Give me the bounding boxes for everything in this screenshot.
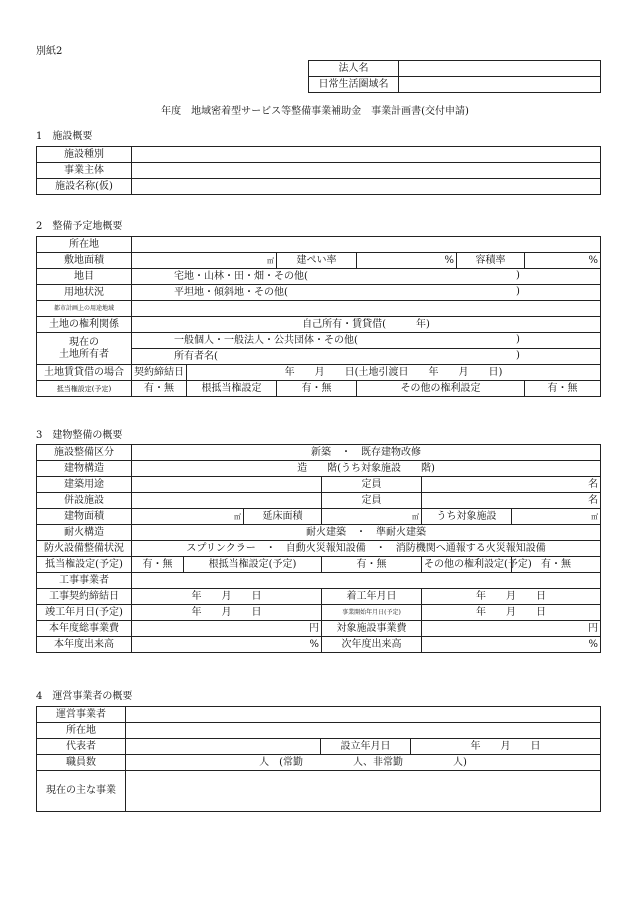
coverage-field[interactable] (357, 253, 457, 269)
land-category-label: 地目 (37, 269, 132, 285)
purpose-label: 建築用途 (37, 477, 132, 493)
business-start-label: 事業開始年月日(予定) (322, 605, 422, 621)
start-date-label: 着工年月日 (322, 589, 422, 605)
fireproof-field[interactable]: 耐火建築 ・ 準耐火建築 (132, 525, 601, 541)
combined-capacity-field[interactable] (422, 493, 601, 509)
far-label: 容積率 (457, 253, 525, 269)
target-facility-field[interactable] (512, 509, 601, 525)
building-area-field[interactable] (132, 509, 244, 525)
operator-field[interactable] (126, 707, 601, 723)
entity-field[interactable] (132, 163, 601, 179)
paren-close: ) (516, 334, 520, 345)
area-label: 日常生活圏域名 (309, 77, 399, 93)
facility-name-field[interactable] (132, 179, 601, 195)
persons-unit: 名 (588, 494, 599, 506)
root-mortgage-field[interactable]: 有・無 (322, 557, 422, 573)
business-start-field[interactable]: 年 月 日 (422, 605, 601, 621)
contractor-field[interactable] (132, 573, 601, 589)
paren-close: ) (516, 270, 520, 281)
sqm-unit: ㎡ (234, 512, 241, 521)
building-overview-table (36, 444, 601, 653)
land-use-options: 平坦地・傾斜地・その他( (174, 286, 288, 298)
lease-case-label: 土地賃貸借の場合 (37, 365, 132, 381)
total-cost-field[interactable] (132, 621, 322, 637)
far-field[interactable] (525, 253, 601, 269)
staff-count-field[interactable]: 人 (常勤 人、非常勤 人) (126, 755, 601, 771)
contract-date-field[interactable]: 年 月 日 (132, 589, 322, 605)
floor-area-label: 延床面積 (244, 509, 322, 525)
facility-name-label: 施設名称(仮) (37, 179, 132, 195)
category-label: 施設整備区分 (37, 445, 132, 461)
land-rights-field[interactable]: 自己所有・賃貸借( 年) (132, 317, 601, 333)
document-title: 年度 地域密着型サービス等整備事業補助金 事業計画書(交付申請) (161, 106, 469, 117)
building-area-label: 建物面積 (37, 509, 132, 525)
section4-heading: 4 運営事業者の概要 (36, 691, 133, 702)
site-overview-table (36, 236, 601, 397)
combined-facility-label: 併設施設 (37, 493, 132, 509)
main-business-field[interactable] (126, 771, 601, 812)
established-date-field[interactable]: 年 月 日 (411, 739, 601, 755)
structure-label: 建物構造 (37, 461, 132, 477)
operator-location-field[interactable] (126, 723, 601, 739)
total-cost-label: 本年度総事業費 (37, 621, 132, 637)
completion-date-label: 竣工年月日(予定) (37, 605, 132, 621)
fire-equipment-field[interactable]: スプリンクラー ・ 自動火災報知設備 ・ 消防機関へ通報する火災報知設備 (132, 541, 601, 557)
facility-overview-table (36, 146, 601, 195)
contractor-label: 工事事業者 (37, 573, 132, 589)
fireproof-label: 耐火構造 (37, 525, 132, 541)
capacity-field[interactable] (422, 477, 601, 493)
current-owner-label-line1: 現在の (69, 336, 99, 348)
mortgage-label: 抵当権設定(予定) (37, 381, 132, 397)
paren-close: ) (516, 286, 520, 297)
floor-area-field[interactable] (322, 509, 422, 525)
land-use-field[interactable] (132, 285, 601, 301)
mortgage-field[interactable]: 有・無 (132, 381, 187, 397)
area-field[interactable] (399, 77, 601, 93)
zoning-field[interactable] (132, 301, 601, 317)
other-rights-field[interactable]: 有・無 (525, 381, 601, 397)
start-date-field[interactable]: 年 月 日 (422, 589, 601, 605)
target-cost-field[interactable] (422, 621, 601, 637)
operator-overview-table (36, 706, 601, 812)
entity-label: 事業主体 (37, 163, 132, 179)
land-category-options: 宅地・山林・田・畑・その他( (174, 270, 308, 282)
contract-date-field[interactable]: 年 月 日(土地引渡日 年 月 日) (187, 365, 601, 381)
site-area-field[interactable] (132, 253, 277, 269)
combined-capacity-label: 定員 (322, 493, 422, 509)
percent-unit: % (444, 254, 454, 266)
combined-facility-field[interactable] (132, 493, 322, 509)
sqm-unit: ㎡ (591, 512, 599, 521)
facility-type-field[interactable] (132, 147, 601, 163)
land-rights-label: 土地の権利関係 (37, 317, 132, 333)
section1-heading: 1 施設概要 (36, 131, 93, 142)
root-mortgage-label: 根抵当権設定(予定) (184, 557, 322, 573)
main-business-label: 現在の主な事業 (37, 771, 126, 812)
representative-field[interactable] (126, 739, 321, 755)
operator-location-label: 所在地 (37, 723, 126, 739)
percent-unit: % (309, 638, 319, 650)
category-field[interactable]: 新築 ・ 既存建物改修 (132, 445, 601, 461)
facility-type-label: 施設種別 (37, 147, 132, 163)
other-rights-label: その他の権利設定(予定) (422, 557, 512, 573)
location-field[interactable] (132, 237, 601, 253)
percent-unit: % (588, 254, 599, 266)
sqm-unit: ㎡ (412, 512, 419, 521)
yen-unit: 円 (309, 622, 319, 634)
other-rights-label: その他の権利設定 (357, 381, 525, 397)
section3-heading: 3 建物整備の概要 (36, 430, 123, 441)
target-facility-label: うち対象施設 (422, 509, 512, 525)
corp-name-field[interactable] (399, 61, 601, 77)
attachment-label: 別紙2 (36, 46, 63, 57)
root-mortgage-field[interactable]: 有・無 (277, 381, 357, 397)
persons-unit: 名 (588, 478, 599, 490)
land-use-label: 用地状況 (37, 285, 132, 301)
target-cost-label: 対象施設事業費 (322, 621, 422, 637)
yen-unit: 円 (588, 622, 599, 634)
location-label: 所在地 (37, 237, 132, 253)
corp-name-label: 法人名 (309, 61, 399, 77)
site-area-label: 敷地面積 (37, 253, 132, 269)
owner-type-options: 一般個人・一般法人・公共団体・その他( (174, 334, 358, 346)
owner-name-label: 所有者名( (174, 350, 218, 362)
mortgage-field[interactable]: 有・無 (132, 557, 184, 573)
land-category-field[interactable] (132, 269, 601, 285)
owner-name-field[interactable] (132, 349, 601, 365)
next-progress-label: 次年度出来高 (322, 637, 422, 653)
representative-label: 代表者 (37, 739, 126, 755)
progress-field[interactable] (132, 637, 322, 653)
fire-equipment-label: 防火設備整備状況 (37, 541, 132, 557)
established-date-label: 設立年月日 (321, 739, 411, 755)
paren-close: ) (516, 350, 520, 361)
sqm-unit: ㎡ (267, 256, 274, 265)
contract-date-label: 契約締結日 (132, 365, 187, 381)
coverage-label: 建ぺい率 (277, 253, 357, 269)
progress-label: 本年度出来高 (37, 637, 132, 653)
structure-field[interactable]: 造 階(うち対象施設 階) (132, 461, 601, 477)
root-mortgage-label: 根抵当権設定 (187, 381, 277, 397)
capacity-label: 定員 (322, 477, 422, 493)
next-progress-field[interactable] (422, 637, 601, 653)
owner-type-field[interactable] (132, 333, 601, 349)
staff-count-label: 職員数 (37, 755, 126, 771)
zoning-label: 都市計画上の用途地域 (37, 301, 132, 317)
section2-heading: 2 整備予定地概要 (36, 221, 123, 232)
applicant-table (308, 60, 601, 93)
purpose-field[interactable] (132, 477, 322, 493)
current-owner-label (37, 333, 132, 365)
operator-label: 運営事業者 (37, 707, 126, 723)
current-owner-label-line2: 土地所有者 (59, 348, 109, 360)
mortgage-label: 抵当権設定(予定) (37, 557, 132, 573)
percent-unit: % (588, 638, 599, 650)
contract-date-label: 工事契約締結日 (37, 589, 132, 605)
other-rights-field[interactable]: 有・無 (512, 557, 601, 573)
completion-date-field[interactable]: 年 月 日 (132, 605, 322, 621)
